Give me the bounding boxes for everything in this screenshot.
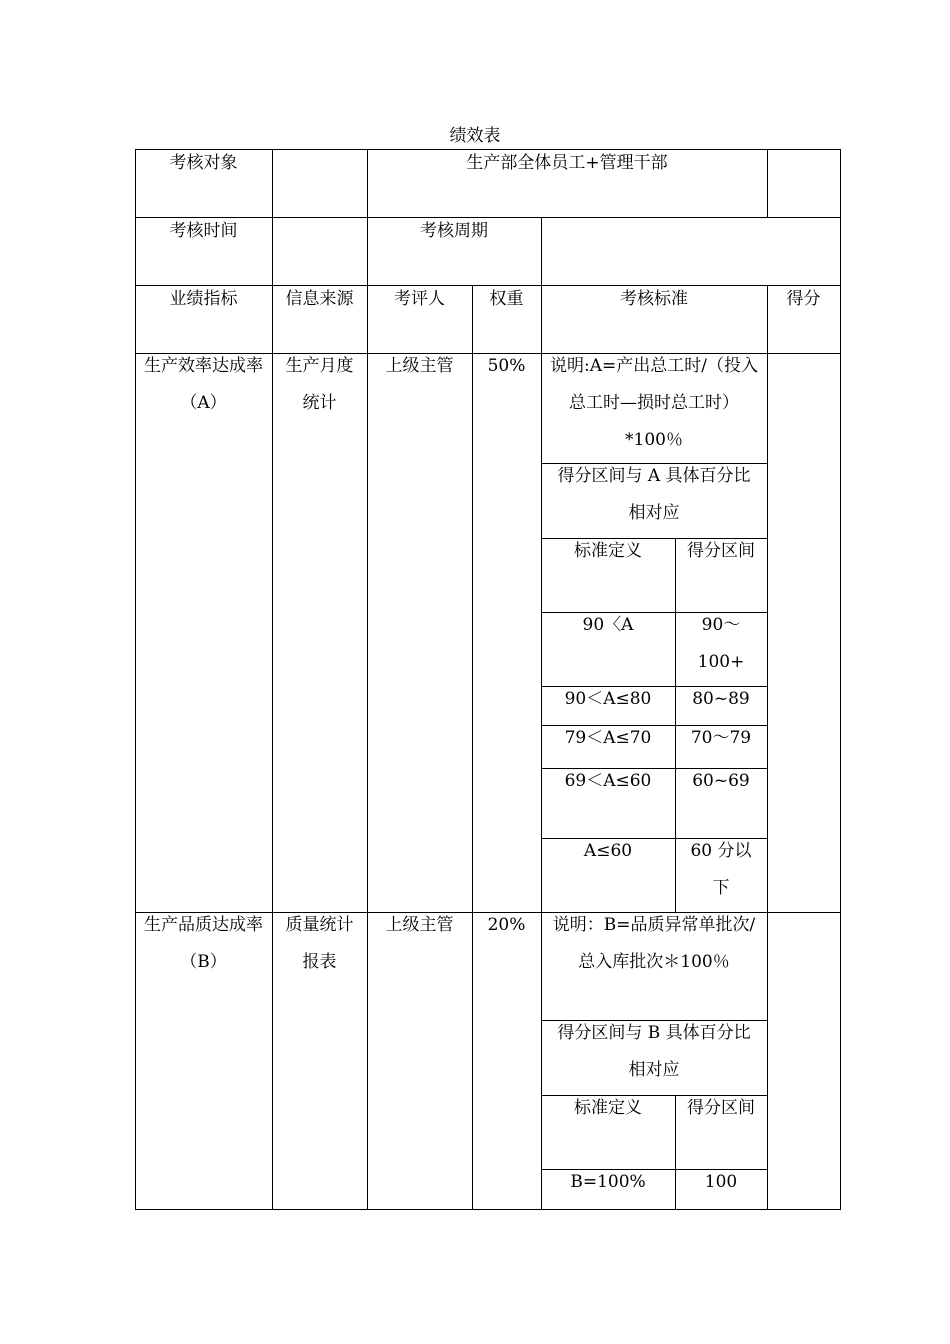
- criteria-range: 70～79: [690, 728, 752, 748]
- table-border: [135, 217, 841, 218]
- criteria-header-definition: 标准定义: [574, 541, 642, 561]
- criteria-mapping-note: 得分区间与 B 具体百分比相对应: [557, 1023, 751, 1080]
- table-border: [135, 1209, 841, 1210]
- indicator-source: 质量统计报表: [285, 915, 354, 972]
- assessment-target-label: 考核对象: [169, 153, 238, 173]
- indicator-reviewer: 上级主管: [385, 915, 454, 935]
- indicator-source: 生产月度统计: [285, 356, 354, 413]
- indicator-name: 生产效率达成率（A）: [144, 356, 263, 413]
- column-header-indicator: 业绩指标: [169, 289, 238, 309]
- column-header-score: 得分: [786, 289, 821, 309]
- table-border: [840, 149, 841, 1210]
- table-border: [767, 149, 768, 217]
- criteria-range: 60 分以下: [690, 841, 752, 898]
- criteria-definition: A≤60: [583, 841, 633, 861]
- criteria-definition: 69＜A≤60: [564, 771, 652, 791]
- indicator-reviewer: 上级主管: [385, 356, 454, 376]
- table-border: [135, 285, 841, 286]
- indicator-name: 生产品质达成率（B）: [144, 915, 263, 972]
- table-border: [135, 149, 841, 150]
- assessment-time-label: 考核时间: [169, 221, 238, 241]
- criteria-header-range: 得分区间: [687, 541, 755, 561]
- assessment-target-value: 生产部全体员工+管理干部: [466, 153, 668, 173]
- criteria-mapping-note: 得分区间与 A 具体百分比相对应: [557, 466, 751, 523]
- criteria-range: 80~89: [692, 689, 750, 709]
- table-border: [767, 285, 768, 1210]
- criteria-range: 100: [704, 1172, 738, 1192]
- document-title: 绩效表: [449, 126, 501, 146]
- criteria-definition: 90＜A≤80: [564, 689, 652, 709]
- criteria-definition: 90〈A: [582, 615, 634, 635]
- column-header-source: 信息来源: [285, 289, 354, 309]
- indicator-weight: 20%: [487, 915, 526, 935]
- criteria-definition: 79＜A≤70: [564, 728, 652, 748]
- criteria-range: 90～100+: [697, 615, 745, 672]
- assessment-period-label: 考核周期: [420, 221, 488, 241]
- column-header-criteria: 考核标准: [620, 289, 688, 309]
- criteria-header-definition: 标准定义: [574, 1098, 642, 1118]
- column-header-weight: 权重: [489, 289, 524, 309]
- criteria-header-range: 得分区间: [687, 1098, 755, 1118]
- criteria-explanation: 说明：B=品质异常单批次/总入库批次＊100％: [552, 915, 756, 972]
- criteria-definition: B=100%: [570, 1172, 646, 1192]
- criteria-explanation: 说明:A=产出总工时/（投入总工时—损时总工时）*100％: [550, 356, 758, 450]
- indicator-weight: 50%: [487, 356, 526, 376]
- column-header-reviewer: 考评人: [394, 289, 445, 309]
- criteria-range: 60~69: [692, 771, 750, 791]
- table-border: [472, 285, 473, 1210]
